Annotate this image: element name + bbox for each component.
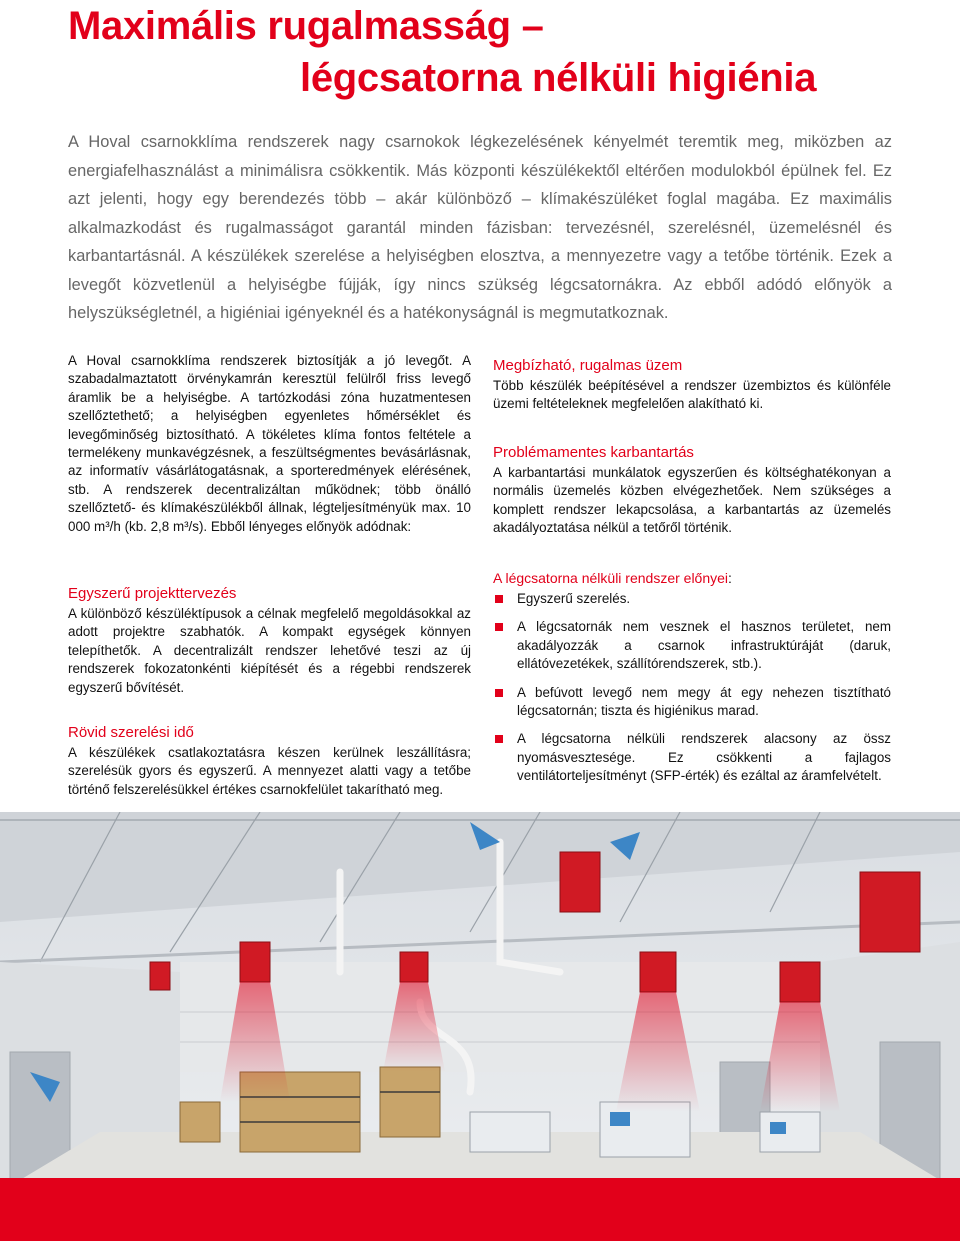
section-heading-suffix: : (728, 570, 732, 586)
section-short-installation (68, 723, 471, 799)
red-square-bullet-icon (495, 623, 503, 631)
list-item-text: A légcsatornák nem vesznek el hasznos területet, nem akadályozzák a csarnok infrastruktúráját (daruk, ellátóvezetékek, szállítórendszerek, stb.). (517, 619, 891, 672)
list-item-text: A légcsatorna nélküli rendszerek alacsony az össz nyomásvesztesége. Ez csökkenti a fajlagos ventilátorteljesítményt (SFP-érték) és ezáltal az áramfelvételt. (517, 731, 891, 784)
section-reliable-operation (493, 356, 891, 414)
section-maintenance (493, 443, 891, 538)
page-title-line-1: Maximális rugalmasság – (68, 4, 544, 48)
red-square-bullet-icon (495, 595, 503, 603)
red-square-bullet-icon (495, 735, 503, 743)
section-heading: Egyszerű projekttervezés (68, 585, 237, 602)
section-text: A karbantartási munkálatok egyszerűen és költséghatékonyan a normális üzemelés közben elvégezhetőek. Nem szükséges a komplett rendszer lekapcsolása, a karbantartás az üzemelés akadályoztatása nélkül a tetőről történik. (493, 465, 891, 536)
benefits-list (493, 590, 891, 786)
section-heading: Rövid szerelési idő (68, 724, 194, 741)
section-heading (493, 568, 891, 588)
bottom-red-band (0, 1178, 960, 1241)
section-simple-planning (68, 584, 471, 697)
section-heading-text: A légcsatorna nélküli rendszer előnyei (493, 570, 729, 586)
page-title (68, 0, 928, 104)
section-text: Több készülék beépítésével a rendszer üzembiztos és különféle üzemi feltételeknek megfelelően alakítható ki. (493, 378, 891, 412)
section-text: A különböző készüléktípusok a célnak megfelelő megoldásokkal az adott projektre szabhatók. A kompakt egységek könnyen telepíthetők. A decentralizált rendszer lehetővé teszi az új rendszerek fokozatonkénti kiépítését és a régebbi rendszerek egyszerű bővítését. (68, 606, 471, 695)
left-column-intro (68, 352, 471, 536)
list-item-text: A befúvott levegő nem megy át egy nehezen tisztítható légcsatornán; tiszta és higiénikus marad. (517, 684, 891, 719)
red-square-bullet-icon (495, 689, 503, 697)
section-text: A készülékek csatlakoztatásra készen kerülnek leszállításra; szerelésük gyors és egyszerű. A mennyezet alatti vagy a tetőbe történő felszerelésükkel értékes csarnokfelület takarítható meg. (68, 745, 471, 797)
page-title-line-2: légcsatorna nélküli higiénia (300, 56, 817, 100)
list-item (493, 618, 891, 673)
left-column-intro-text: A Hoval csarnokklíma rendszerek biztosítják a jó levegőt. A szabadalmaztatott örvénykamrán keresztül felülről friss levegő áramlik be a helyiségbe. A tartózkodási zóna huzatmentesen szellőztethető; a helyiségben egyenletes hőmérséklet és levegőminőség biztosítható. A tökéletes klíma fontos feltétele a termelékeny munkavégzésnek, a feszültségmentes bevásárlásnak, az informatív vásárlátogatásnak, a sporteredmények elérésének, stb. A rendszerek decentralizáltan működnek; több önálló szellőztető- és klímakészülékből állnak, légteljesítményük max. 10 000 m³/h (kb. 2,8 m³/s). Ebből lényeges előnyök adódnak: (68, 353, 471, 534)
list-item-text: Egyszerű szerelés. (517, 591, 631, 606)
section-heading: Megbízható, rugalmas üzem (493, 357, 683, 374)
section-heading: Problémamentes karbantartás (493, 444, 694, 461)
section-ductless-benefits (493, 568, 891, 796)
list-item (493, 684, 891, 721)
factory-hall-illustration-icon (0, 812, 960, 1241)
list-item (493, 730, 891, 785)
intro-paragraph: A Hoval csarnokklíma rendszerek nagy csarnokok légkezelésének kényelmét teremtik meg, miközben az energiafelhasználást a minimálisra csökkentik. Más központi készülékektől eltérően modulokból épülnek fel. Ez azt jelenti, hogy egy berendezés több – akár különböző – klímakészüléket foglal magába. Ez maximális alkalmazkodást és rugalmasságot garantál minden fázisban: tervezésnél, szerelésnél, üzemelésnél és karbantartásnál. A készülékek szerelése a helyiségben elosztva, a mennyezetre vagy a tetőbe történik. Ezek a levegőt közvetlenül a helyiségbe fújják, így nincs szükség légcsatornákra. Az ebből adódó előnyök a helyszükségletnél, a higiéniai igényeknél és a hatékonyságnál is megmutatkoznak. (68, 133, 892, 322)
list-item (493, 590, 891, 608)
